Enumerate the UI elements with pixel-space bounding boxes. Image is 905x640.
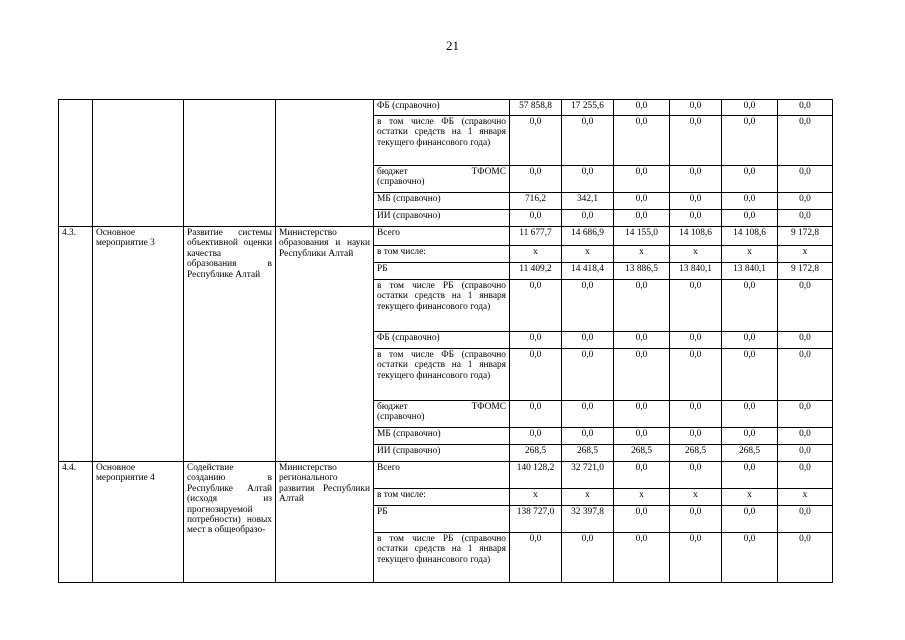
value-cell-5: 0,0 [722,210,778,227]
value-cell-4: 0,0 [670,280,722,332]
source-label: Всего [374,227,510,246]
value-cell-4: 0,0 [670,100,722,116]
value-cell-4: 0,0 [670,533,722,583]
value-cell-3: 0,0 [614,100,670,116]
value-cell-2: 0,0 [562,349,614,401]
value-cell-5: 0,0 [722,401,778,428]
value-cell-4: 0,0 [670,462,722,489]
value-cell-6: 0,0 [778,166,833,193]
financing-table [58,99,833,583]
value-cell-6: 9 172,8 [778,263,833,280]
value-cell-6: 9 172,8 [778,227,833,246]
value-cell-5: 0,0 [722,280,778,332]
value-cell-2: 0,0 [562,116,614,166]
value-cell-2: 32 397,8 [562,506,614,533]
measure-4-3-row [59,227,833,246]
source-label: МБ (справочно) [374,193,510,210]
value-cell-1: 11 677,7 [510,227,562,246]
value-cell-1: 268,5 [510,445,562,462]
value-cell-4: 0,0 [670,401,722,428]
source-label: в том числе ФБ (справочно остатки средств на 1 января текущего финансового года) [374,349,510,401]
value-cell-3: 13 886,5 [614,263,670,280]
value-cell-2: 14 418,4 [562,263,614,280]
value-cell-1: 0,0 [510,401,562,428]
value-cell-4: 0,0 [670,193,722,210]
value-cell-2: 0,0 [562,428,614,445]
value-cell-3: 14 155,0 [614,227,670,246]
value-cell-3: 0,0 [614,428,670,445]
value-cell-2: 0,0 [562,401,614,428]
value-cell-1: 138 727,0 [510,506,562,533]
value-cell-6: 0,0 [778,332,833,349]
value-cell-4: x [670,489,722,506]
value-cell-5: 0,0 [722,533,778,583]
value-cell-4: 0,0 [670,166,722,193]
measure-title: Содействие созданию в Республике Алтай (исходя из прогнозируемой потребности) новых мест в общеобразо- [184,462,276,583]
value-cell-3: 0,0 [614,280,670,332]
value-cell-4: 0,0 [670,349,722,401]
value-cell-5: 0,0 [722,116,778,166]
source-label: в том числе ФБ (справочно остатки средств на 1 января текущего финансового года) [374,116,510,166]
source-label: ФБ (справочно) [374,100,510,116]
value-cell-6: x [778,246,833,263]
value-cell-4: 13 840,1 [670,263,722,280]
source-label: ИИ (справочно) [374,445,510,462]
source-label: в том числе РБ (справочно остатки средств на 1 января текущего финансового года) [374,533,510,583]
source-label: ФБ (справочно) [374,332,510,349]
value-cell-6: 0,0 [778,462,833,489]
value-cell-1: 0,0 [510,116,562,166]
value-cell-6: 0,0 [778,506,833,533]
value-cell-5: 0,0 [722,428,778,445]
measure-4-4-row [59,462,833,489]
blank-name [93,100,184,227]
value-cell-3: 0,0 [614,506,670,533]
value-cell-3: 0,0 [614,332,670,349]
value-cell-4: 0,0 [670,210,722,227]
value-cell-6: 0,0 [778,428,833,445]
value-cell-1: 140 128,2 [510,462,562,489]
source-label: МБ (справочно) [374,428,510,445]
page-number: 21 [446,38,459,53]
value-cell-4: 0,0 [670,332,722,349]
value-cell-2: 0,0 [562,533,614,583]
value-cell-5: 0,0 [722,166,778,193]
value-cell-1: x [510,246,562,263]
blank-title [184,100,276,227]
value-cell-3: 0,0 [614,166,670,193]
value-cell-2: 0,0 [562,280,614,332]
value-cell-3: 0,0 [614,462,670,489]
value-cell-5: 0,0 [722,100,778,116]
value-cell-2: x [562,246,614,263]
value-cell-5: 0,0 [722,462,778,489]
source-label: ИИ (справочно) [374,210,510,227]
source-label: Всего [374,462,510,489]
value-cell-1: 0,0 [510,349,562,401]
value-cell-2: 14 686,9 [562,227,614,246]
value-cell-2: 342,1 [562,193,614,210]
measure-executor: Министерство образования и науки Республики Алтай [276,227,374,462]
value-cell-1: 0,0 [510,332,562,349]
value-cell-5: 0,0 [722,332,778,349]
measure-executor: Министерство регионального развития Республики Алтай [276,462,374,583]
value-cell-2: 0,0 [562,332,614,349]
source-label: РБ [374,506,510,533]
measure-number: 4.3. [59,227,93,462]
value-cell-6: 0,0 [778,280,833,332]
value-cell-6: 0,0 [778,533,833,583]
value-cell-3: 0,0 [614,401,670,428]
value-cell-6: 0,0 [778,349,833,401]
value-cell-6: 0,0 [778,210,833,227]
value-cell-2: 268,5 [562,445,614,462]
value-cell-2: 0,0 [562,210,614,227]
value-cell-5: 13 840,1 [722,263,778,280]
value-cell-1: 0,0 [510,533,562,583]
value-cell-4: 0,0 [670,116,722,166]
value-cell-1: 0,0 [510,210,562,227]
value-cell-5: 0,0 [722,506,778,533]
value-cell-5: 0,0 [722,349,778,401]
value-cell-1: 716,2 [510,193,562,210]
value-cell-5: 268,5 [722,445,778,462]
blank-executor [276,100,374,227]
source-label: в том числе РБ (справочно остатки средств на 1 января текущего финансового года) [374,280,510,332]
value-cell-6: 0,0 [778,401,833,428]
value-cell-6: x [778,489,833,506]
value-cell-5: 14 108,6 [722,227,778,246]
value-cell-1: 0,0 [510,428,562,445]
measure-title: Развитие системы объективной оценки качества образования в Республике Алтай [184,227,276,462]
value-cell-3: 0,0 [614,210,670,227]
value-cell-4: x [670,246,722,263]
value-cell-3: 0,0 [614,349,670,401]
value-cell-2: 17 255,6 [562,100,614,116]
value-cell-6: 0,0 [778,445,833,462]
source-label: бюджет ТФОМС (справочно) [374,401,510,428]
measure-name: Основное мероприятие 3 [93,227,184,462]
source-label: РБ [374,263,510,280]
source-label: бюджет ТФОМС (справочно) [374,166,510,193]
value-cell-6: 0,0 [778,193,833,210]
value-cell-3: 0,0 [614,533,670,583]
value-cell-1: 0,0 [510,166,562,193]
value-cell-2: x [562,489,614,506]
value-cell-6: 0,0 [778,100,833,116]
source-label: в том числе: [374,489,510,506]
source-label: в том числе: [374,246,510,263]
blank-number [59,100,93,227]
value-cell-1: 0,0 [510,280,562,332]
value-cell-2: 32 721,0 [562,462,614,489]
value-cell-4: 14 108,6 [670,227,722,246]
value-cell-2: 0,0 [562,166,614,193]
measure-number: 4.4. [59,462,93,583]
value-cell-6: 0,0 [778,116,833,166]
value-cell-3: 268,5 [614,445,670,462]
value-cell-4: 0,0 [670,428,722,445]
value-cell-4: 0,0 [670,506,722,533]
value-cell-3: x [614,246,670,263]
value-cell-5: x [722,489,778,506]
value-cell-4: 268,5 [670,445,722,462]
value-cell-5: 0,0 [722,193,778,210]
value-cell-1: 57 858,8 [510,100,562,116]
measure-name: Основное мероприятие 4 [93,462,184,583]
value-cell-1: 11 409,2 [510,263,562,280]
value-cell-5: x [722,246,778,263]
value-cell-3: 0,0 [614,116,670,166]
value-cell-3: x [614,489,670,506]
value-cell-1: x [510,489,562,506]
value-cell-3: 0,0 [614,193,670,210]
continuation-row [59,100,833,116]
